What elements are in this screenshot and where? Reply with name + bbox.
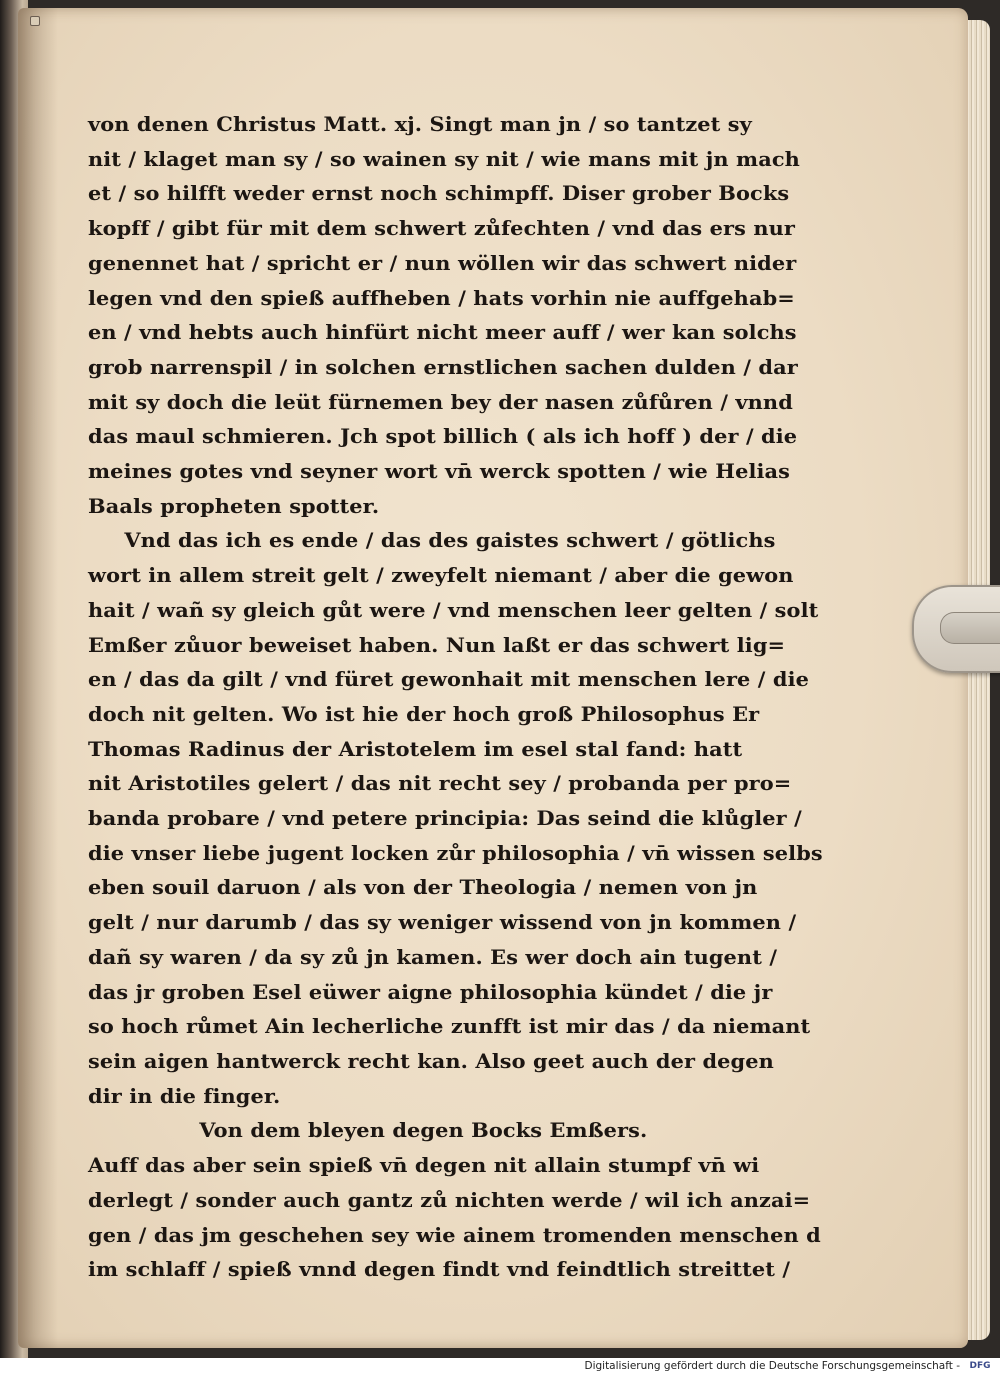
text-line: eben souil daruon / als von der Theologia / nemen von jn: [88, 876, 758, 900]
text-line: das jr groben Esel eüwer aigne philosophia kündet / die jr: [88, 980, 773, 1004]
text-line: Emßer zůuor beweiset haben. Nun laßt er das schwert lig=: [88, 633, 786, 657]
text-line: dir in die finger.: [88, 1084, 281, 1108]
text-line: en / das da gilt / vnd füret gewonhait mit menschen lere / die: [88, 668, 810, 692]
corner-mark: [30, 16, 40, 26]
text-line: Auff das aber sein spieß vn̄ degen nit allain stumpf vn̄ wi: [88, 1154, 760, 1178]
text-line: so hoch růmet Ain lecherliche zunfft ist mir das / da niemant: [88, 1015, 811, 1039]
text-line: mit sy doch die leüt fürnemen bey der nasen zůfůren / vnnd: [88, 390, 793, 414]
text-line: die vnser liebe jugent locken zůr philosophia / vn̄ wissen selbs: [88, 841, 823, 865]
text-line: von denen Christus Matt. xj. Singt man jn / so tantzet sy: [88, 113, 752, 136]
text-line: kopff / gibt für mit dem schwert zůfechten / vnd das ers nur: [88, 217, 796, 241]
text-line: nit / klaget man sy / so wainen sy nit / wie mans mit jn mach: [88, 147, 800, 171]
text-line: nit Aristotiles gelert / das nit recht sey / probanda per pro=: [88, 772, 792, 796]
text-line: gen / das jm geschehen sey wie ainem tromenden menschen d: [88, 1223, 821, 1247]
text-line: im schlaff / spieß vnnd degen findt vnd feindtlich streittet /: [88, 1258, 791, 1282]
text-line: das maul schmieren. Jch spot billich ( als ich hoff ) der / die: [88, 425, 798, 449]
text-line: Vnd das ich es ende / das des gaistes schwert / götlichs: [124, 529, 776, 553]
gutter-shadow: [18, 8, 58, 1348]
text-line: derlegt / sonder auch gantz zů nichten werde / wil ich anzai=: [88, 1188, 811, 1212]
text-line: gelt / nur darumb / das sy weniger wissend von jn kommen /: [88, 911, 797, 935]
dfg-logo: DFG: [969, 1361, 991, 1371]
text-line: banda probare / vnd petere principia: Das seind die klůgler /: [88, 807, 802, 831]
text-line: legen vnd den spieß auffheben / hats vorhin nie auffgehab=: [88, 286, 795, 310]
text-line: genennet hat / spricht er / nun wöllen wir das schwert nider: [88, 251, 797, 275]
text-line: meines gotes vnd seyner wort vn̄ werck spotten / wie Helias: [88, 460, 791, 484]
text-line: et / so hilfft weder ernst noch schimpff. Diser grober Bocks: [88, 182, 790, 206]
text-line: Thomas Radinus der Aristotelem im esel stal fand: hatt: [88, 737, 743, 761]
page-clip-strap: [940, 612, 1000, 644]
section-heading: Von dem bleyen degen Bocks Emßers.: [199, 1119, 648, 1143]
text-line: doch nit gelten. Wo ist hie der hoch groß Philosophus Er: [88, 702, 760, 726]
text-line: hait / wañ sy gleich gůt were / vnd menschen leer gelten / solt: [88, 598, 819, 622]
page-text: [88, 108, 826, 1288]
text-line: Baals propheten spotter.: [88, 494, 380, 518]
text-line: sein aigen hantwerck recht kan. Also geet auch der degen: [88, 1049, 774, 1073]
text-line: dañ sy waren / da sy zů jn kamen. Es wer doch ain tugent /: [88, 945, 778, 969]
text-line: wort in allem streit gelt / zweyfelt niemant / aber die gewon: [88, 564, 794, 588]
text-line: en / vnd hebts auch hinfürt nicht meer auff / wer kan solchs: [88, 321, 797, 345]
text-line: grob narrenspil / in solchen ernstlichen sachen dulden / dar: [88, 355, 798, 379]
funding-credit: Digitalisierung gefördert durch die Deutsche Forschungsgemeinschaft -: [584, 1360, 960, 1372]
